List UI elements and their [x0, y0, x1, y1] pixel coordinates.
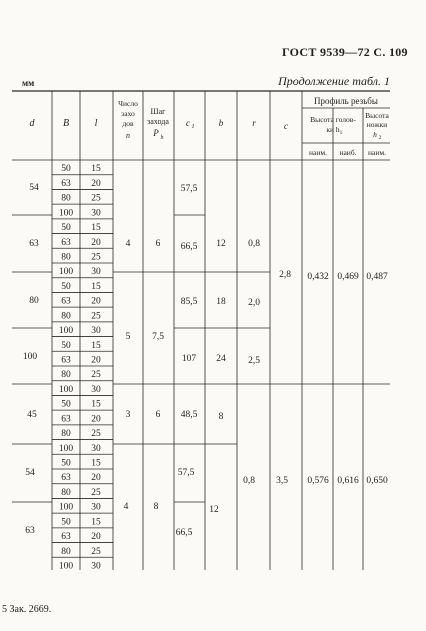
- b-width-value: 50: [61, 281, 71, 292]
- head-max-header: наиб.: [339, 148, 357, 157]
- starts-value: 4: [123, 502, 129, 512]
- head-max-value: 0,469: [337, 272, 359, 282]
- c1-value: 57,5: [180, 184, 198, 194]
- lead-value: 6: [155, 410, 161, 420]
- head-min-value: 0,576: [307, 476, 329, 486]
- d-value: 63: [25, 526, 35, 536]
- starts-value: 4: [125, 239, 131, 249]
- l-value: 15: [91, 399, 101, 410]
- l-value: 30: [91, 326, 101, 337]
- leg-height-header-3: h: [373, 130, 377, 139]
- l-value: 30: [91, 502, 101, 513]
- c-value: 2,8: [279, 270, 291, 280]
- l-value: 30: [91, 384, 101, 395]
- head-max-value: 0,616: [337, 476, 359, 486]
- r-value: 2,5: [248, 356, 260, 366]
- col-b-header: b: [218, 118, 224, 128]
- leg-min-value: 0,650: [366, 476, 388, 486]
- l-value: 30: [91, 267, 101, 278]
- lead-value: 7,5: [152, 332, 164, 342]
- profile-header: Профиль резьбы: [314, 96, 378, 106]
- col-l-header: l: [94, 118, 98, 129]
- l-value: 20: [91, 237, 101, 248]
- l-value: 25: [91, 193, 101, 204]
- b-width-value: 100: [58, 561, 74, 572]
- leg-min-value: 0,487: [366, 272, 388, 282]
- col-lead-header-2: захода: [147, 117, 169, 126]
- r-value: 2,0: [248, 298, 260, 308]
- head-height-header-1: Высота голов-: [310, 115, 356, 124]
- l-value: 20: [91, 355, 101, 366]
- col-c-header: c: [284, 121, 288, 131]
- b-width-value: 63: [61, 178, 71, 189]
- b-width-value: 80: [61, 370, 71, 381]
- l-value: 30: [91, 561, 101, 572]
- c1-value: 66,5: [180, 242, 198, 252]
- l-value: 20: [91, 532, 101, 543]
- l-value: 30: [91, 208, 101, 219]
- unit-label: мм: [22, 78, 35, 88]
- col-lead-header-3: P: [153, 128, 159, 138]
- b-value: 12: [209, 505, 219, 515]
- col-lead-header-4: h: [160, 135, 164, 141]
- b-width-value: 80: [61, 193, 71, 204]
- c1-value: 66,5: [175, 528, 193, 538]
- d-value: 80: [29, 296, 39, 306]
- d-value: 45: [27, 410, 37, 420]
- b-width-value: 80: [61, 252, 71, 263]
- b-width-value: 63: [61, 414, 71, 425]
- b-width-value: 50: [61, 458, 71, 469]
- r-value: 0,8: [248, 239, 260, 249]
- lead-value: 8: [153, 502, 159, 512]
- b-value: 24: [216, 354, 226, 364]
- b-width-value: 63: [61, 532, 71, 543]
- c1-value: 85,5: [180, 297, 198, 307]
- b-value: 18: [216, 297, 226, 307]
- l-value: 20: [91, 473, 101, 484]
- b-width-value: 80: [61, 311, 71, 322]
- l-value: 20: [91, 296, 101, 307]
- col-c1-header-sub: 1: [191, 124, 195, 130]
- b-width-value: 80: [61, 487, 71, 498]
- b-value: 8: [218, 412, 224, 422]
- b-width-value: 63: [61, 473, 71, 484]
- head-height-header-3: 1: [339, 130, 343, 136]
- leg-height-header-4: 2: [378, 135, 382, 141]
- standard-header: ГОСТ 9539—72 С. 109: [282, 45, 408, 59]
- l-value: 15: [91, 223, 101, 234]
- c1-value: 107: [181, 354, 197, 364]
- l-value: 30: [91, 443, 101, 454]
- b-width-value: 63: [61, 355, 71, 366]
- c-value: 3,5: [276, 476, 288, 486]
- l-value: 25: [91, 370, 101, 381]
- l-value: 25: [91, 311, 101, 322]
- b-width-value: 50: [61, 399, 71, 410]
- head-height-header-2: ки h: [326, 125, 340, 134]
- b-width-value: 100: [58, 443, 74, 454]
- col-r-header: r: [252, 118, 256, 128]
- c1-value: 57,5: [177, 468, 195, 478]
- b-width-value: 50: [61, 164, 71, 175]
- l-value: 15: [91, 517, 101, 528]
- leg-min-header: наим.: [368, 148, 386, 157]
- col-starts-header-2: захо: [121, 109, 135, 118]
- b-width-value: 63: [61, 237, 71, 248]
- b-width-value: 63: [61, 296, 71, 307]
- l-value: 25: [91, 487, 101, 498]
- l-value: 15: [91, 164, 101, 175]
- head-min-header: наим.: [309, 148, 327, 157]
- col-starts-header-3: дов: [122, 119, 134, 128]
- leg-height-header-2: ножки: [366, 120, 388, 129]
- l-value: 20: [91, 178, 101, 189]
- b-value: 12: [216, 239, 226, 249]
- l-value: 15: [91, 281, 101, 292]
- col-d-header: d: [29, 118, 35, 129]
- leg-height-header-1: Высота: [365, 111, 389, 120]
- r-value: 0,8: [243, 476, 255, 486]
- b-width-value: 50: [61, 340, 71, 351]
- b-width-value: 100: [58, 384, 74, 395]
- l-value: 25: [91, 429, 101, 440]
- l-value: 25: [91, 252, 101, 263]
- b-width-value: 100: [58, 326, 74, 337]
- c1-value: 48,5: [180, 410, 198, 420]
- b-width-value: 100: [58, 267, 74, 278]
- l-value: 15: [91, 340, 101, 351]
- starts-value: 5: [125, 332, 131, 342]
- b-width-value: 50: [61, 223, 71, 234]
- col-b-width-header: B: [62, 118, 70, 129]
- b-width-value: 80: [61, 546, 71, 557]
- head-min-value: 0,432: [307, 272, 329, 282]
- d-value: 100: [22, 352, 38, 362]
- l-value: 15: [91, 458, 101, 469]
- page-footer: 5 Зак. 2669.: [2, 604, 52, 615]
- d-value: 63: [29, 239, 39, 249]
- l-value: 25: [91, 546, 101, 557]
- col-starts-header-1: Число: [118, 99, 138, 108]
- col-lead-header-1: Шаг: [150, 107, 166, 116]
- starts-value: 3: [125, 410, 131, 420]
- col-c1-header: c: [186, 118, 190, 128]
- b-width-value: 50: [61, 517, 71, 528]
- b-width-value: 100: [58, 502, 74, 513]
- d-value: 54: [25, 468, 35, 478]
- col-starts-header-4: n: [126, 131, 130, 140]
- table-continuation-label: Продолжение табл. 1: [278, 74, 390, 88]
- l-value: 20: [91, 414, 101, 425]
- b-width-value: 80: [61, 429, 71, 440]
- lead-value: 6: [155, 239, 161, 249]
- b-width-value: 100: [58, 208, 74, 219]
- d-value: 54: [29, 183, 39, 193]
